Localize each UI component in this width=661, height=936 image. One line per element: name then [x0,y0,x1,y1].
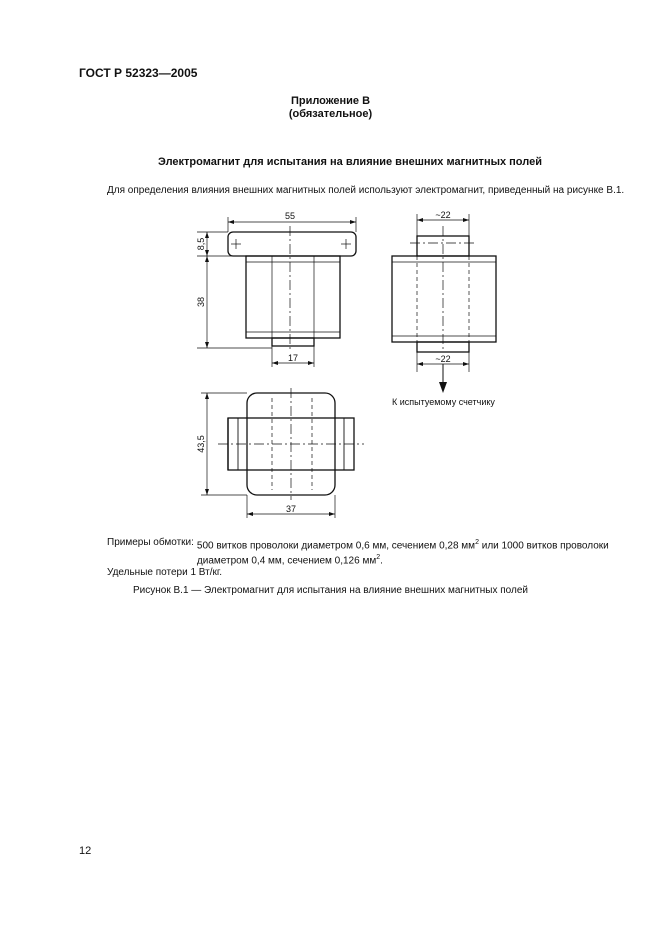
winding-text: 500 витков проволоки диаметром 0,6 мм, сечением 0,28 $мм^2$ или 1000 витков проволоки диаметром 0,4 мм, сечением 0,126 $мм^2$. [196,539,609,567]
side-body [392,256,496,342]
annex-title: Приложение В [290,95,371,107]
annex-subtitle: (обязательное) [288,108,373,120]
dim-side-bottom: ~22 [435,354,451,364]
winding-notes [107,537,622,578]
front-flange [228,232,356,256]
dim-top-width: 55 [284,211,296,221]
dim-flange-height: 8,5 [196,237,206,251]
winding-label: Примеры обмотки: [107,537,194,548]
document-code: ГОСТ Р 52323—2005 [79,66,198,80]
dim-core-height: 38 [196,296,206,308]
figure-caption: Рисунок В.1 — Электромагнит для испытания на влияние внешних магнитных полей [133,585,528,596]
front-core [246,256,340,338]
dim-core-width: 17 [287,353,299,363]
front-core-bottom [272,338,314,346]
dim-plan-width: 37 [285,504,297,514]
intro-paragraph: Для определения влияния внешних магнитных полей используют электромагнит, приведенный на рисунке В.1. [107,185,625,196]
page-number: 12 [79,845,92,857]
dim-side-top: ~22 [435,210,451,220]
section-title: Электромагнит для испытания на влияние внешних магнитных полей [158,156,542,168]
winding-examples [107,537,622,567]
arrow-label: К испытуемому счетчику [392,397,495,407]
dim-plan-height: 43,5 [196,435,206,453]
specific-losses: Удельные потери 1 Вт/кг. [107,566,223,578]
arrow-icon [439,382,447,393]
